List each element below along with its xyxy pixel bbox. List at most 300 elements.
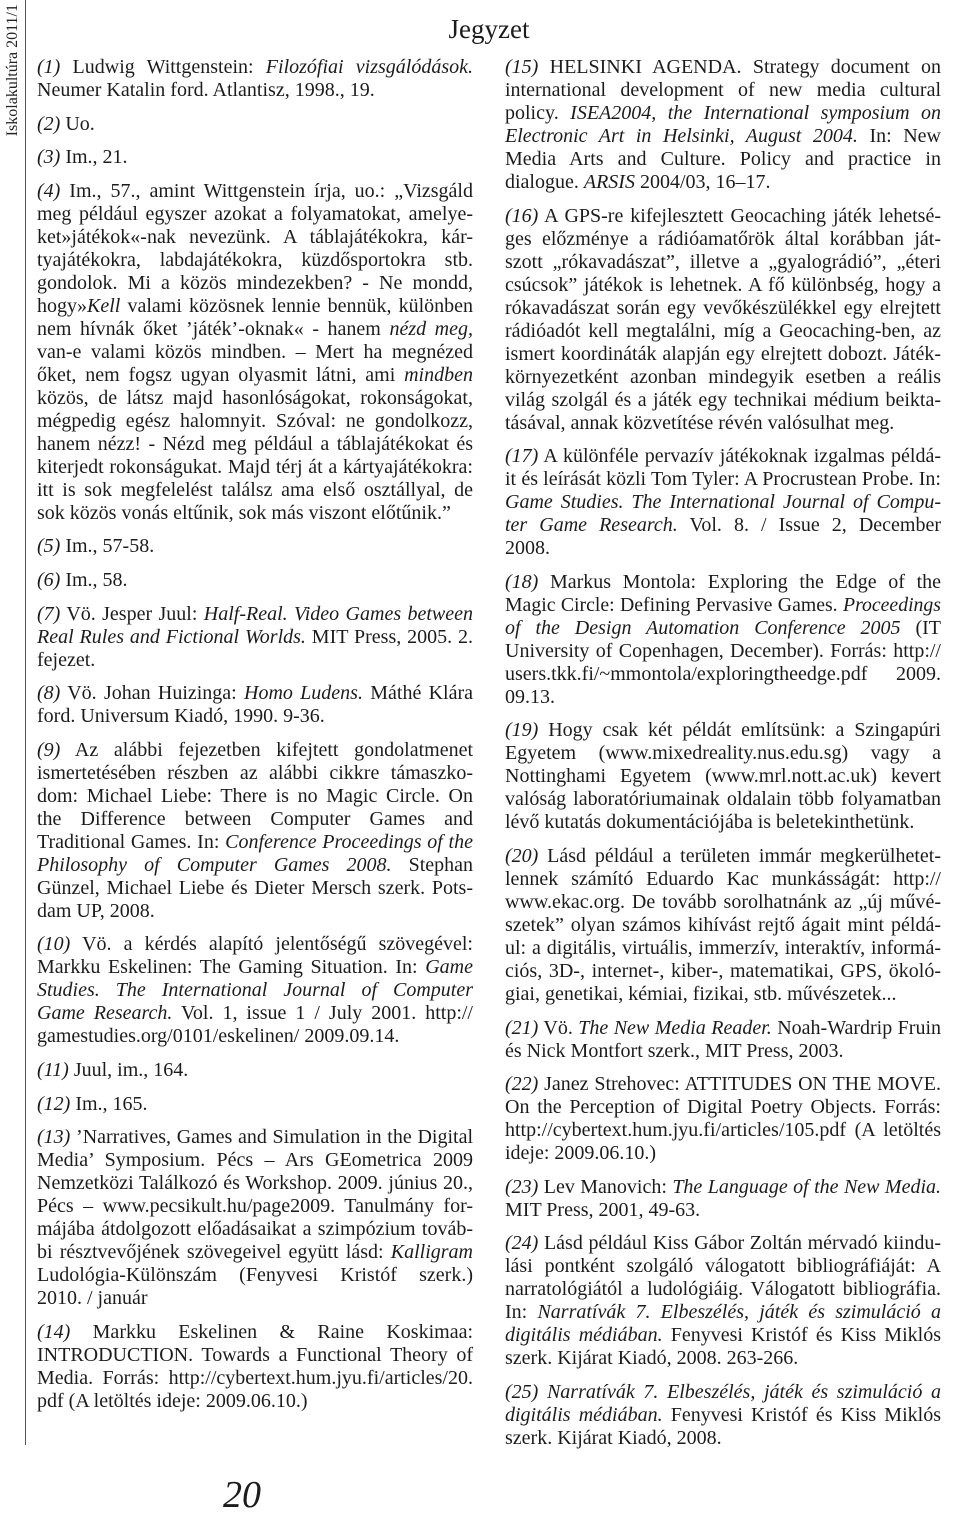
note-line <box>505 811 941 834</box>
note-text: lennek számító Eduardo Kac munkásságát: http:// <box>505 867 941 890</box>
note-line <box>37 649 473 672</box>
note-line <box>505 537 941 560</box>
note-text: Im., 57-58. <box>60 535 155 558</box>
note-text: Vö. <box>538 1016 579 1039</box>
note-number: (20) <box>505 844 539 867</box>
note-number: (22) <box>505 1073 539 1096</box>
note-text: 2004/03, 16–17. <box>634 171 771 193</box>
note-text: Vol. 8. / Issue 2, December <box>677 514 942 537</box>
note-text: ideje: 2009.06.10.) <box>505 1142 657 1165</box>
note-text: Vö. Jesper Juul: <box>60 602 204 625</box>
note-item <box>37 1093 473 1116</box>
note-text: Vol. 1, issue 1 / July 2001. http:// <box>172 1002 473 1025</box>
note-text-italic: Half-Real. Video Games between <box>203 602 474 625</box>
note-text: mégpedig egész halomnyit. Szóval: ne gondolkozz, <box>37 409 474 432</box>
note-text: szerk. Kijárat Kiadó, 2008. 263-266. <box>505 1347 799 1370</box>
note-number: (23) <box>505 1175 539 1198</box>
note-line <box>505 868 941 891</box>
note-line <box>37 79 473 102</box>
note-text: Egyetem (www.mixedreality.nus.edu.sg) vagy a <box>505 742 941 765</box>
note-text: bi résztvevőjének szövegeivel együtt lásd: <box>37 1241 391 1264</box>
note-text-italic: The Language of the New Media. <box>672 1175 942 1198</box>
note-line <box>505 1301 941 1324</box>
note-line <box>37 295 473 318</box>
note-line <box>505 845 941 868</box>
note-line <box>505 491 941 514</box>
note-line <box>505 56 941 79</box>
note-text: Magic Circle: Defining Pervasive Games. <box>505 593 843 616</box>
note-text: ismertetésében részben az alábbi cikkre támaszko- <box>37 761 473 784</box>
note-number: (21) <box>505 1016 539 1039</box>
page-number: 20 <box>223 1474 261 1516</box>
note-line <box>37 808 473 831</box>
note-line <box>37 56 473 79</box>
note-number: (24) <box>505 1232 539 1255</box>
note-text: Stephan <box>391 853 474 876</box>
note-number: (10) <box>37 933 71 956</box>
note-line <box>505 663 941 686</box>
note-line <box>37 1241 473 1264</box>
note-item <box>37 180 473 525</box>
note-line <box>37 1321 473 1344</box>
note-line <box>505 788 941 811</box>
note-text: Fenyvesi Kristóf és Kiss Miklós <box>662 1324 941 1347</box>
note-item <box>37 933 473 1048</box>
note-item <box>37 603 473 672</box>
note-text-italic: Conference Proceedings of the <box>225 830 473 853</box>
note-line <box>37 433 473 456</box>
note-line <box>37 900 473 923</box>
note-line <box>37 203 473 226</box>
note-item <box>505 1176 941 1222</box>
note-text: Vö. a kérdés alapító jelentőségű szövegével: <box>70 933 473 956</box>
note-line <box>505 251 941 274</box>
note-text: valóság laboratóriumainak oldalain több folyamatban <box>505 788 941 811</box>
note-number: (17) <box>505 445 539 468</box>
note-text: gamestudies.org/0101/eskelinen/ 2009.09.14. <box>37 1025 400 1048</box>
note-line <box>505 719 941 742</box>
note-line <box>505 205 941 228</box>
note-text: international development of new media cultural <box>505 79 941 101</box>
note-line <box>37 272 473 295</box>
note-text: itt is sok megfelelést találsz ama első osztállyal, de <box>37 478 473 501</box>
note-text: Noah-Wardrip Fruin <box>771 1016 941 1039</box>
note-line <box>505 1142 941 1165</box>
note-text-italic: Electronic Art in Helsinki, August 2004. <box>505 125 858 147</box>
note-text: Lev Manovich: <box>538 1175 673 1198</box>
note-line <box>37 535 473 558</box>
note-text: környezetként azonban mindegyik esetben a reális <box>505 365 941 388</box>
note-text-italic: ter Game Research. <box>505 514 678 537</box>
note-line <box>505 1324 941 1347</box>
note-item <box>37 1126 473 1310</box>
note-text: őket, nem fogsz ugyan olyasmit látni, ami <box>37 363 405 386</box>
note-text: világ szolgál és a játék egy technikai médium beikta- <box>505 388 942 411</box>
note-line <box>505 742 941 765</box>
note-number: (7) <box>37 602 61 625</box>
note-item <box>505 1381 941 1450</box>
note-number: (19) <box>505 719 539 742</box>
note-text: policy. <box>505 102 571 124</box>
note-item <box>37 535 473 558</box>
note-line <box>505 937 941 960</box>
note-text: Pécs – www.pecsikult.hu/page2009. Tanulmány for- <box>37 1195 473 1218</box>
note-number: (25) <box>505 1380 539 1403</box>
note-text: ul: a digitális, virtuális, immerzív, interaktív, informá- <box>505 936 941 959</box>
note-line <box>37 113 473 136</box>
note-text: Hogy csak két példát említsünk: a Szingapúri <box>538 719 941 742</box>
note-text: valami közösnek lennie bennük, különben <box>120 294 473 317</box>
note-text: dom: Michael Liebe: There is no Magic Circle. On <box>37 784 473 807</box>
note-text-italic: Proceedings <box>843 593 941 616</box>
note-line <box>37 956 473 979</box>
note-number: (16) <box>505 204 539 227</box>
note-line <box>37 626 473 649</box>
note-item <box>505 719 941 834</box>
note-text: sok közös vonás eltűnik, sok más viszont előtűnik.” <box>37 501 451 524</box>
note-line <box>37 387 473 410</box>
note-number: (2) <box>37 112 61 135</box>
note-text-italic: Real Rules and Fictional Worlds. <box>37 625 306 648</box>
note-number: (8) <box>37 682 61 705</box>
note-line <box>37 1002 473 1025</box>
note-number: (18) <box>505 570 539 593</box>
note-line <box>37 569 473 592</box>
note-text: ismert koordináták alapján egy elrejtett dobozt. Játék- <box>505 342 941 365</box>
note-line <box>37 364 473 387</box>
note-number: (13) <box>37 1126 71 1149</box>
note-line <box>505 1232 941 1255</box>
note-text: Lásd például a területen immár megkerülhetet- <box>538 844 942 867</box>
note-text: www.ekac.org. De tovább sorolhatnánk az „új művé- <box>505 890 941 913</box>
note-line <box>505 617 941 640</box>
note-text: Az alábbi fejezetben kifejtett gondolatmenet <box>60 738 473 761</box>
note-line <box>37 877 473 900</box>
note-line <box>37 831 473 854</box>
note-line <box>505 765 941 788</box>
note-line <box>37 1195 473 1218</box>
note-line <box>37 1367 473 1390</box>
note-line <box>37 249 473 272</box>
note-text-italic: nézd meg, <box>389 317 474 340</box>
note-text: dialogue. <box>505 171 584 193</box>
note-text: giai, genetikai, kémiai, fizikai, stb. művészetek... <box>505 982 897 1005</box>
note-text-italic: digitális médiában. <box>505 1403 663 1426</box>
note-text: (IT <box>900 616 941 639</box>
note-line <box>505 514 941 537</box>
note-text: ford. Universum Kiadó, 1990. 9-36. <box>37 705 325 728</box>
note-text: narratológiától a ludológiáig. Válogatott bibliográfia. <box>505 1278 941 1301</box>
note-line <box>505 1073 941 1096</box>
note-line <box>505 891 941 914</box>
note-line <box>505 468 941 491</box>
note-text: A különféle pervazív játékoknak izgalmas példá- <box>538 445 941 468</box>
note-line <box>505 571 941 594</box>
note-number: (11) <box>37 1058 69 1081</box>
note-text: Im., 165. <box>70 1092 148 1115</box>
note-line <box>505 594 941 617</box>
note-text-italic: The New Media Reader. <box>578 1016 772 1039</box>
note-item <box>37 1059 473 1082</box>
note-number: (15) <box>505 56 539 78</box>
note-line <box>505 1176 941 1199</box>
note-text-italic: Game <box>425 956 473 979</box>
note-text-italic: Game Studies. The International Journal of Compu- <box>505 491 941 514</box>
note-line <box>505 274 941 297</box>
note-text: csúcsok” játékok is lehetnek. A fő különbség, hogy a <box>505 273 941 296</box>
note-text: Máthé Klára <box>362 682 474 705</box>
note-text: Uo. <box>60 112 95 135</box>
note-line <box>505 640 941 663</box>
note-text: Im., 57., amint Wittgenstein írja, uo.: „Vizsgáld <box>60 179 473 202</box>
note-line <box>505 1347 941 1370</box>
note-text: ket»játékok«-nak nevezünk. A táblajátékokra, kár- <box>37 225 473 248</box>
note-text: On the Perception of Digital Poetry Objects. Forrás: <box>505 1096 941 1119</box>
note-text: INTRODUCTION. Towards a Functional Theory of <box>37 1343 473 1366</box>
note-text: Janez Strehovec: ATTITUDES ON THE MOVE. <box>538 1073 942 1096</box>
note-item <box>505 205 941 435</box>
note-text: Nottinghami Egyetem (www.mrl.nott.ac.uk) kevert <box>505 765 941 788</box>
note-line <box>505 389 941 412</box>
note-line <box>37 979 473 1002</box>
note-text-italic: Philosophy of Computer Games 2008. <box>37 853 392 876</box>
note-item <box>505 56 941 194</box>
note-line <box>37 410 473 433</box>
note-text: Juul, im., 164. <box>68 1058 189 1081</box>
note-text: szott „rókavadászat”, illetve a „gyalográdió”, „éteri <box>505 250 941 273</box>
note-text: nem hívnák őket ’játék’-oknak« - hanem <box>37 317 390 340</box>
note-line <box>37 1149 473 1172</box>
note-text: hogy» <box>37 294 87 317</box>
note-item <box>505 1232 941 1370</box>
notes-column-right <box>505 56 941 1461</box>
note-line <box>505 1040 941 1063</box>
note-text: Markku Eskelinen: The Gaming Situation. In: <box>37 956 426 979</box>
note-number: (3) <box>37 146 61 169</box>
note-line <box>505 125 941 148</box>
note-text: users.tkk.fi/~mmontola/exploringtheedge.pdf 2009. <box>505 662 941 685</box>
note-line <box>505 1017 941 1040</box>
note-text: gondolok. Mi a közös mindezekben? - Ne mondd, <box>37 271 474 294</box>
note-text: the Difference between Computer Games and <box>37 807 473 830</box>
note-text-italic: digitális médiában. <box>505 1324 663 1347</box>
note-text: fejezet. <box>37 648 96 671</box>
note-text: Markku Eskelinen & Raine Koskimaa: <box>70 1320 473 1343</box>
note-text: rádióadót kell megtalálni, míg a Geocaching-ben, az <box>505 319 941 342</box>
note-text: és Nick Montfort szerk., MIT Press, 2003. <box>505 1039 844 1062</box>
note-text: közös, de látsz majd hasonlóságokat, rokonságokat, <box>37 386 473 409</box>
note-item <box>505 1073 941 1165</box>
note-line <box>37 933 473 956</box>
note-text: dam UP, 2008. <box>37 899 155 922</box>
note-line <box>37 318 473 341</box>
note-line <box>505 148 941 171</box>
note-item <box>37 113 473 136</box>
note-line <box>505 960 941 983</box>
note-line <box>505 1381 941 1404</box>
note-text-italic: Filozófiai vizsgálódások. <box>265 56 474 78</box>
note-line <box>505 171 941 194</box>
note-text: Neumer Katalin ford. Atlantisz, 1998., 19. <box>37 79 375 101</box>
note-line <box>37 1264 473 1287</box>
note-line <box>505 79 941 102</box>
note-line <box>37 762 473 785</box>
note-item <box>505 845 941 1006</box>
note-line <box>37 682 473 705</box>
notes-column-left <box>37 56 473 1423</box>
note-line <box>505 366 941 389</box>
note-text: University of Copenhagen, December). Forrás: http:// <box>505 639 941 662</box>
note-line <box>505 445 941 468</box>
note-line <box>37 456 473 479</box>
note-line <box>37 146 473 169</box>
page-title: Jegyzet <box>448 14 530 44</box>
note-line <box>505 1404 941 1427</box>
note-text: A GPS-re kifejlesztett Geocaching játék lehetsé- <box>538 204 941 227</box>
note-line <box>505 1427 941 1450</box>
note-text-italic: ISEA2004, the International symposium on <box>570 102 941 124</box>
note-item <box>505 1017 941 1063</box>
note-text: ciós, 3D-, internet-, kiber-, matematikai, GPS, ökoló- <box>505 959 941 982</box>
note-text: tyajátékokra, labdajátékokra, küzdősportokra stb. <box>37 248 473 271</box>
note-line <box>505 412 941 435</box>
note-number: (12) <box>37 1092 71 1115</box>
note-line <box>37 1287 473 1310</box>
note-text: tásával, annak közvetítése révén valósulhat meg. <box>505 411 895 434</box>
note-text: Media’ Symposium. Pécs – Ars GEometrica 2009 <box>37 1149 473 1172</box>
note-text: Media Arts and Culture. Policy and practice in <box>505 148 941 170</box>
note-line <box>505 102 941 125</box>
note-line <box>505 1255 941 1278</box>
note-text: MIT Press, 2001, 49-63. <box>505 1198 701 1221</box>
note-text: pdf (A letöltés ideje: 2009.06.10.) <box>37 1389 308 1412</box>
note-line <box>37 1172 473 1195</box>
note-line <box>37 705 473 728</box>
note-line <box>37 1344 473 1367</box>
note-text: meg például egyszer azokat a folyamatokat, amelye- <box>37 202 473 225</box>
note-line <box>37 785 473 808</box>
note-text-italic: of the Design Automation Conference 2005 <box>505 616 901 639</box>
note-text: kiterjedt rokonságukat. Majd térj át a kártyajátékokra: <box>37 455 473 478</box>
note-number: (5) <box>37 535 61 558</box>
note-line <box>505 1278 941 1301</box>
note-text-italic: Narratívák 7. Elbeszélés, játék és szimuláció a <box>538 1380 941 1403</box>
note-number: (1) <box>37 56 61 78</box>
note-text-italic: Narratívák 7. Elbeszélés, játék és szimuláció a <box>537 1301 942 1324</box>
note-line <box>37 739 473 762</box>
note-text-italic: Kalligram <box>390 1241 473 1264</box>
note-number: (9) <box>37 738 61 761</box>
note-line <box>37 1093 473 1116</box>
note-text: Ludológia-Különszám (Fenyvesi Kristóf szerk.) <box>37 1264 473 1287</box>
note-text: ’Narratives, Games and Simulation in the Digital <box>70 1126 473 1149</box>
note-text-italic: Kell <box>87 294 121 317</box>
note-line <box>505 297 941 320</box>
note-line <box>505 320 941 343</box>
note-text: szetek” olyan számos kihívást rejtő ágait mint példá- <box>505 913 941 936</box>
note-text: Markus Montola: Exploring the Edge of the <box>538 570 941 593</box>
note-text: hanem nézz! - Nézd meg például a táblajátékokat és <box>37 432 473 455</box>
note-text: Traditional Games. In: <box>37 830 226 853</box>
note-text-italic: mindben <box>404 363 473 386</box>
note-text-italic: Game Research. <box>37 1002 173 1025</box>
note-line <box>505 914 941 937</box>
note-line <box>505 686 941 709</box>
note-text: Günzel, Michael Liebe és Dieter Mersch szerk. Pots- <box>37 876 473 899</box>
note-text: szerk. Kijárat Kiadó, 2008. <box>505 1426 722 1449</box>
note-line <box>37 1126 473 1149</box>
note-line <box>37 1218 473 1241</box>
note-text: Media. Forrás: http://cybertext.hum.jyu.fi/articles/20. <box>37 1366 473 1389</box>
note-text: Ludwig Wittgenstein: <box>60 56 266 78</box>
note-line <box>37 1025 473 1048</box>
note-text: rókavadászat során egy vevőkészülékkel egy elrejtett <box>505 296 941 319</box>
note-item <box>505 445 941 560</box>
note-text: MIT Press, 2005. 2. <box>305 625 474 648</box>
note-item <box>37 682 473 728</box>
note-text: lási pontként szolgáló válogatott bibliográfiáját: A <box>505 1255 941 1278</box>
note-item <box>37 569 473 592</box>
note-line <box>37 341 473 364</box>
note-text: ges előzménye a rádióamatőrök által korábban ját- <box>505 227 941 250</box>
note-line <box>505 228 941 251</box>
note-number: (14) <box>37 1320 71 1343</box>
note-text: májába átdolgozott előadásaikat a szimpózium továb- <box>37 1218 474 1241</box>
note-text: 09.13. <box>505 685 555 708</box>
note-item <box>37 56 473 102</box>
note-text: Vö. Johan Huizinga: <box>60 682 245 705</box>
note-line <box>37 1390 473 1413</box>
note-line <box>505 983 941 1006</box>
note-text: HELSINKI AGENDA. Strategy document on <box>538 56 941 78</box>
note-item <box>37 1321 473 1413</box>
journal-issue-label: Iskolakultúra 2011/1 <box>4 4 21 137</box>
note-text: Im., 58. <box>60 568 128 591</box>
note-line <box>505 1199 941 1222</box>
note-line <box>37 502 473 525</box>
note-line <box>505 343 941 366</box>
note-line <box>505 1096 941 1119</box>
note-item <box>37 739 473 923</box>
note-text: lévő kutatás dokumentációjába is beletekinthetünk. <box>505 811 915 834</box>
note-text: In: New <box>857 125 942 147</box>
note-text: Im., 21. <box>60 146 128 169</box>
note-text: Fenyvesi Kristóf és Kiss Miklós <box>662 1403 941 1426</box>
note-line <box>37 603 473 626</box>
note-line <box>37 479 473 502</box>
margin-rule <box>25 0 26 1445</box>
note-item <box>505 571 941 709</box>
note-number: (6) <box>37 568 61 591</box>
note-text: 2010. / január <box>37 1287 148 1310</box>
note-text: 2008. <box>505 537 550 560</box>
note-text-italic: ARSIS <box>583 171 635 193</box>
note-text: In: <box>505 1301 538 1324</box>
note-text: Nemzetközi Találkozó és Workshop. 2009. június 20., <box>37 1172 473 1195</box>
note-line <box>37 1059 473 1082</box>
note-text: van-e valami közös mindben. – Mert ha megnézed <box>37 340 473 363</box>
note-line <box>37 226 473 249</box>
note-text-italic: Studies. The International Journal of Computer <box>37 979 473 1002</box>
note-text: Lásd például Kiss Gábor Zoltán mérvadó kiindu- <box>538 1232 941 1255</box>
note-line <box>37 854 473 877</box>
note-line <box>505 1119 941 1142</box>
note-number: (4) <box>37 179 61 202</box>
note-text: http://cybertext.hum.jyu.fi/articles/105.pdf (A letöltés <box>505 1119 941 1142</box>
note-item <box>37 146 473 169</box>
note-line <box>37 180 473 203</box>
note-text: it és leírását közli Tom Tyler: A Procrustean Probe. In: <box>505 468 941 491</box>
